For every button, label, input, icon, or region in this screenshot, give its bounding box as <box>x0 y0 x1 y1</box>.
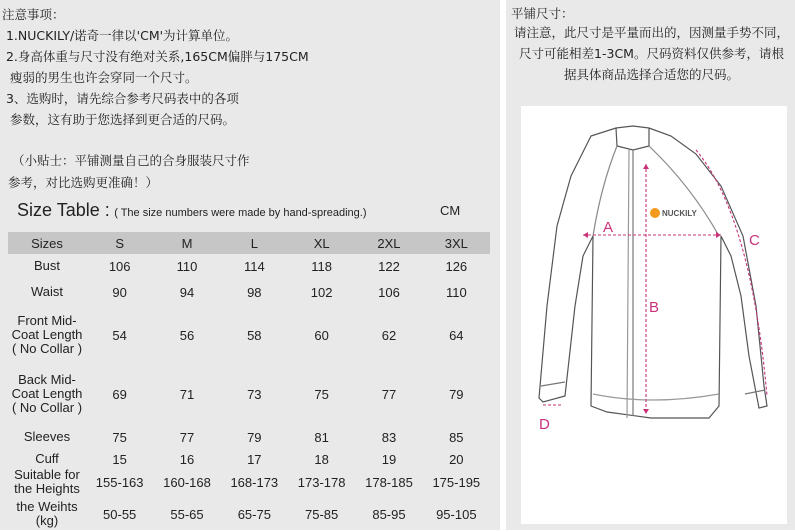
size-table-title <box>17 200 461 221</box>
jacket-collar <box>616 128 649 150</box>
label-d: D <box>539 416 550 433</box>
table-header-row <box>8 232 490 254</box>
table-cell: 85-95 <box>372 506 406 522</box>
note-line: 2.身高体重与尺寸没有绝对关系,165CM偏胖与175CM <box>2 49 309 64</box>
tip-block <box>8 150 249 194</box>
row-label: Bust <box>33 258 60 273</box>
table-cell: 106 <box>108 258 131 274</box>
table-cell: 19 <box>381 451 397 467</box>
header-cell: 2XL <box>355 232 422 254</box>
table-cell: 50-55 <box>103 506 137 522</box>
table-cell: 77 <box>381 386 397 402</box>
table-cell: 168-173 <box>230 474 279 490</box>
table-cell: 58 <box>247 327 262 343</box>
size-table <box>8 232 490 532</box>
table-cell: 16 <box>179 451 195 467</box>
table-cell: 69 <box>112 386 127 402</box>
table-cell: 17 <box>247 451 262 467</box>
header-cell: L <box>221 232 288 254</box>
header-cell: Sizes <box>8 232 86 254</box>
notes-heading: 注意事项： <box>2 7 65 22</box>
table-cell: 122 <box>378 258 400 274</box>
table-cell: 75-85 <box>305 506 339 522</box>
table-cell: 173-178 <box>297 474 346 490</box>
label-a: A <box>603 219 614 236</box>
label-b: B <box>649 299 660 316</box>
row-label: Waist <box>30 284 64 299</box>
table-row <box>8 450 490 468</box>
table-cell: 75 <box>314 386 329 402</box>
header-cell: M <box>153 232 220 254</box>
brand-name: NUCKILY <box>662 209 697 218</box>
table-row <box>8 306 490 364</box>
row-label: Back Mid-Coat Length ( No Collar ) <box>11 372 83 415</box>
table-cell: 110 <box>445 284 467 300</box>
table-cell: 94 <box>179 284 195 300</box>
table-cell: 73 <box>247 386 262 402</box>
table-cell: 65-75 <box>237 506 271 522</box>
table-cell: 15 <box>112 451 127 467</box>
table-cell: 85 <box>449 429 464 445</box>
table-cell: 79 <box>449 386 464 402</box>
size-table-subtitle: ( The size numbers were made by hand-spreading.) <box>114 207 367 219</box>
table-cell: 95-105 <box>436 506 477 522</box>
measure-line-c <box>696 150 767 396</box>
note-line: 1.NUCKILY/诺奇一律以'CM'为计算单位。 <box>2 28 239 43</box>
label-c: C <box>749 232 760 249</box>
notes-block <box>2 4 309 130</box>
size-table-heading: Size Table : <box>17 200 110 220</box>
table-cell: 102 <box>310 284 333 300</box>
table-cell: 71 <box>179 386 195 402</box>
table-row <box>8 424 490 450</box>
table-cell: 83 <box>381 429 397 445</box>
jacket-illustration <box>521 106 787 524</box>
note-line: 3、选购时，请先综合参考尺码表中的各项 <box>2 91 239 106</box>
tip-line: 参考，对比选购更准确！） <box>8 175 159 190</box>
table-row <box>8 468 490 496</box>
table-cell: 118 <box>311 258 333 274</box>
table-cell: 62 <box>381 327 397 343</box>
note-line: 参数，这有助于您选择到更合适的尺码。 <box>2 112 235 127</box>
table-cell: 64 <box>449 327 464 343</box>
table-cell: 60 <box>314 327 329 343</box>
table-cell: 126 <box>445 258 468 274</box>
table-cell: 81 <box>314 429 329 445</box>
table-cell: 106 <box>378 284 400 300</box>
jacket-diagram <box>521 106 787 524</box>
table-row <box>8 278 490 306</box>
table-cell: 160-168 <box>163 474 211 490</box>
table-cell: 110 <box>176 258 198 274</box>
header-cell: S <box>86 232 153 254</box>
header-cell: 3XL <box>423 232 490 254</box>
flat-measure-title: 平铺尺寸： <box>511 6 574 21</box>
table-cell: 178-185 <box>365 474 413 490</box>
table-row <box>8 364 490 424</box>
row-label: Front Mid-Coat Length ( No Collar ) <box>11 313 83 356</box>
table-cell: 54 <box>112 327 127 343</box>
row-label: Sleeves <box>23 429 71 444</box>
row-label: Cuff <box>35 451 59 466</box>
table-cell: 155-163 <box>95 474 144 490</box>
flat-measure-panel <box>506 0 795 530</box>
brand-logo <box>650 208 697 218</box>
header-cell: XL <box>288 232 355 254</box>
table-cell: 56 <box>179 327 195 343</box>
row-label: the Weihts (kg) <box>16 499 78 528</box>
flat-measure-note: 请注意，此尺寸是平量而出的，因测量手势不同，尺寸可能相差1-3CM。尺码资料仅供参考，请根据具体商品选择合适您的尺码。 <box>514 25 790 82</box>
table-row <box>8 496 490 532</box>
table-cell: 175-195 <box>432 474 481 490</box>
tip-line: （小贴士：平铺测量自己的合身服装尺寸作 <box>8 153 250 168</box>
row-label: Suitable for the Heights <box>14 467 80 496</box>
table-cell: 55-65 <box>170 506 204 522</box>
note-line: 瘦弱的男生也许会穿同一个尺寸。 <box>2 70 198 85</box>
table-cell: 18 <box>314 451 329 467</box>
table-cell: 90 <box>112 284 127 300</box>
table-cell: 75 <box>112 429 127 445</box>
jacket-body-outline <box>539 126 767 418</box>
table-cell: 79 <box>247 429 262 445</box>
table-cell: 98 <box>247 284 262 300</box>
table-cell: 77 <box>179 429 195 445</box>
table-cell: 114 <box>243 258 265 274</box>
table-row <box>8 254 490 278</box>
table-cell: 20 <box>449 451 464 467</box>
unit-label: CM <box>440 203 461 218</box>
